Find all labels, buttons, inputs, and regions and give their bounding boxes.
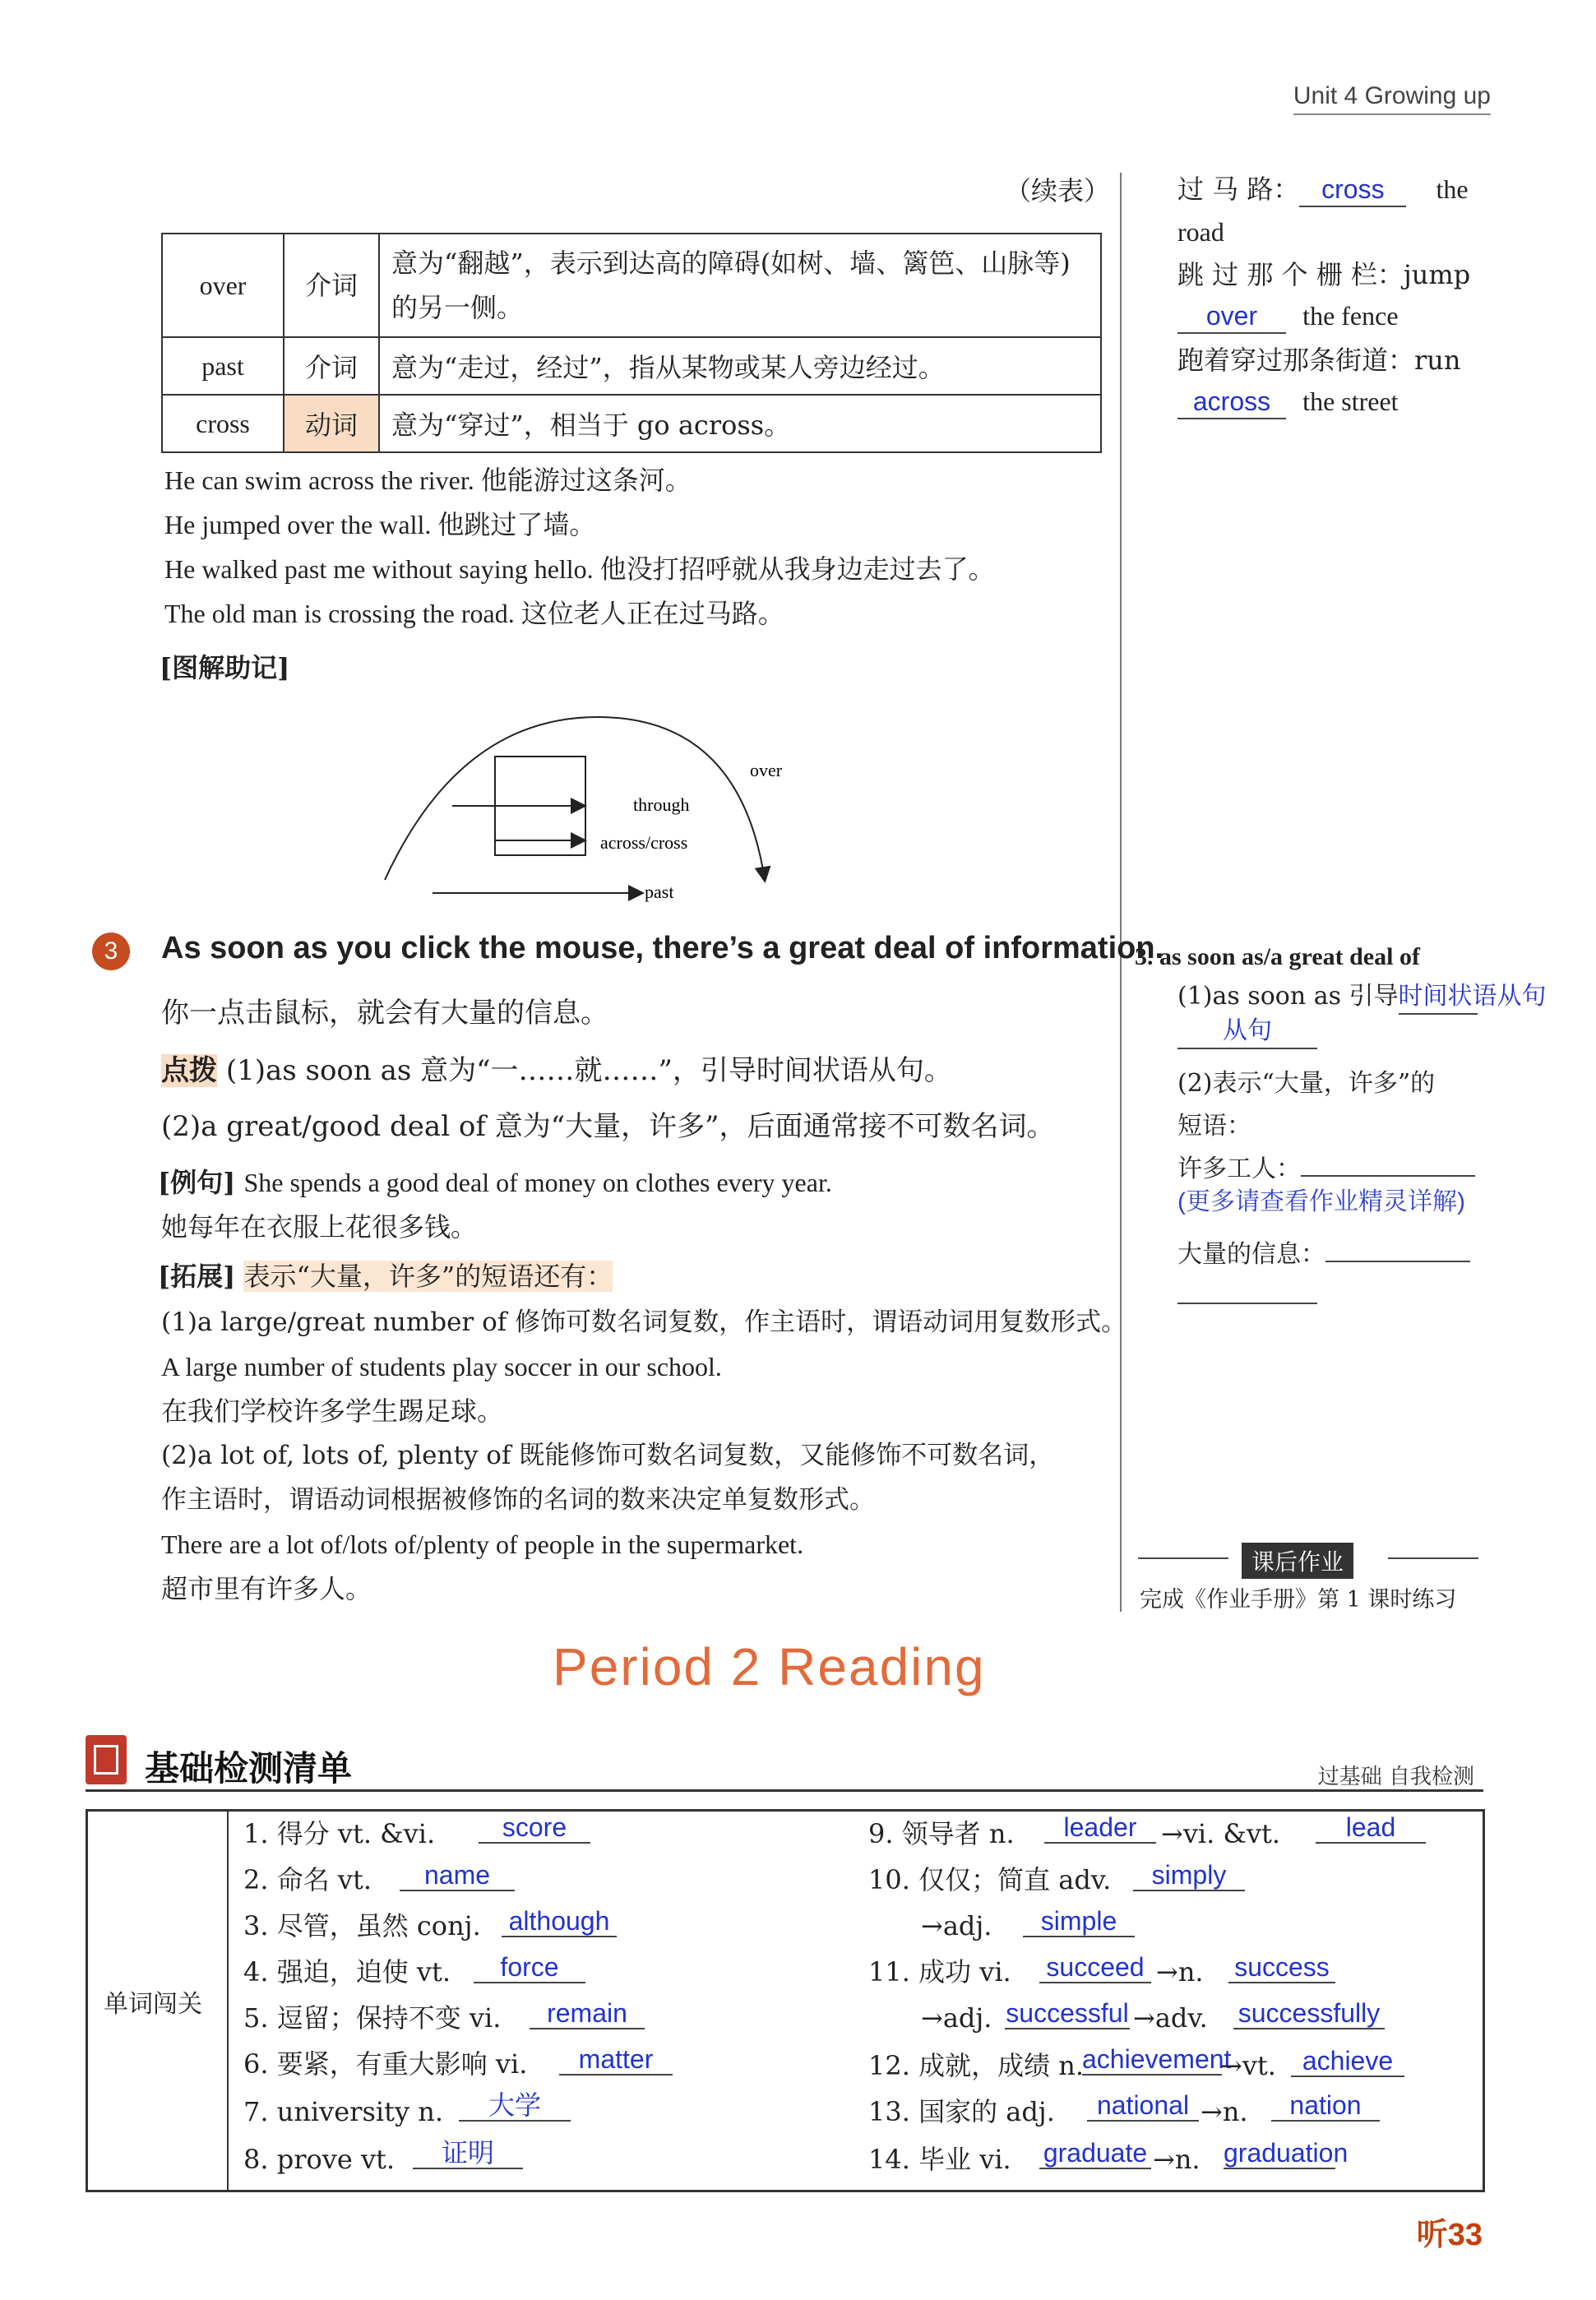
vocab-answer: although xyxy=(502,1906,617,1937)
table-cell-pos: 动词 xyxy=(284,395,379,452)
rc-line-cross xyxy=(1177,173,1469,207)
vocab-answer: success xyxy=(1228,1952,1335,1983)
section-number-badge: 3 xyxy=(92,932,130,970)
rc-label: 过 马 路： xyxy=(1177,174,1300,205)
extension-2b: 作主语时，谓语动词根据被修饰的名词的数来决定单复数形式。 xyxy=(161,1485,875,1515)
vocab-answer: nation xyxy=(1271,2090,1380,2122)
vocab-answer: successfully xyxy=(1233,1998,1385,2029)
rc3-q2a: (2)表示“大量，许多”的 xyxy=(1177,1069,1436,1098)
vocab-item: 4. 强迫，迫使 vt. xyxy=(243,1956,451,1988)
column-divider xyxy=(1120,173,1122,1612)
label-across: across/cross xyxy=(600,832,688,853)
rc-road: road xyxy=(1177,217,1224,247)
blank-q3[interactable] xyxy=(1301,1175,1475,1177)
vocab-label: 单词闯关 xyxy=(104,1990,202,2019)
answer-q1-cont: 从句 xyxy=(1177,1015,1317,1049)
unit-header: Unit 4 Growing up xyxy=(1293,82,1491,109)
table-cell-pos: 介词 xyxy=(284,337,379,395)
vocab-answer: succeed xyxy=(1039,1952,1151,1983)
rc3-q2b: 短语： xyxy=(1177,1112,1251,1141)
extension-1-en: A large number of students play soccer in our school. xyxy=(161,1352,722,1381)
label-over: over xyxy=(750,760,783,780)
label-past: past xyxy=(645,882,674,902)
tip-line-2: (2)a great/good deal of 意为“大量，许多”，后面通常接不可数名词。 xyxy=(161,1110,1055,1143)
extension-line xyxy=(158,1260,613,1293)
example-sentence: He jumped over the wall. 他跳过了墙。 xyxy=(164,510,596,539)
vocab-answer: 证明 xyxy=(413,2138,523,2169)
rc3-q4 xyxy=(1177,1238,1470,1271)
table-cell-word: over xyxy=(162,234,284,337)
vocab-item: →n. xyxy=(1200,2096,1248,2127)
rc3-q3-text: 许多工人： xyxy=(1177,1155,1301,1183)
vocab-item: →adj. xyxy=(921,2002,992,2034)
rc-line-jump: 跳 过 那 个 栅 栏：jump xyxy=(1177,259,1471,290)
table-cell-meaning: 意为“走过，经过”，指从某物或某人旁边经过。 xyxy=(379,337,1101,395)
extension-2-cn: 超市里有许多人。 xyxy=(161,1573,372,1604)
table-cell-word: cross xyxy=(162,395,284,452)
divider xyxy=(1138,1557,1228,1559)
vocab-item: 7. university n. xyxy=(243,2096,444,2127)
extension-head: 表示“大量，许多”的短语还有： xyxy=(243,1261,613,1292)
table-cell-meaning: 意为“翻越”，表示到达高的障碍(如树、墙、篱笆、山脉等)的另一侧。 xyxy=(379,234,1101,337)
extension-1: (1)a large/great number of 修饰可数名词复数，作主语时，谓语动词用复数形式。 xyxy=(161,1307,1127,1337)
checklist-title: 基础检测清单 xyxy=(145,1748,353,1789)
rc-line-run: 跑着穿过那条街道：run xyxy=(1177,345,1461,376)
example-line xyxy=(158,1166,832,1199)
vocab-answer: simply xyxy=(1133,1860,1245,1891)
answer-over: over xyxy=(1177,299,1286,334)
vocab-answer: name xyxy=(400,1860,515,1891)
vocab-item: →adj. xyxy=(921,1910,992,1941)
checklist-icon xyxy=(86,1735,127,1784)
table-cell-word: past xyxy=(162,337,284,395)
example-sentence: He can swim across the river. 他能游过这条河。 xyxy=(164,465,692,495)
blank-q4-cont[interactable] xyxy=(1177,1280,1317,1304)
preposition-diagram xyxy=(362,707,806,913)
rc3-q3 xyxy=(1177,1153,1475,1186)
vocab-answer: score xyxy=(479,1812,590,1844)
answer-cross: cross xyxy=(1299,173,1406,207)
vocab-answer: successful xyxy=(1006,1998,1129,2028)
rc-line-fence xyxy=(1177,299,1399,334)
table-continued-label: （续表） xyxy=(1005,175,1111,206)
table-row xyxy=(162,395,1101,452)
vocab-item: 6. 要紧，有重大影响 vi. xyxy=(243,2048,528,2080)
rc-tail: the street xyxy=(1302,386,1399,416)
section3-translation: 你一点击鼠标，就会有大量的信息。 xyxy=(161,997,608,1030)
rc-tail: the fence xyxy=(1302,301,1399,331)
rc-tail: the xyxy=(1436,174,1469,204)
homework-badge: 课后作业 xyxy=(1242,1543,1353,1579)
rc-line-street xyxy=(1177,385,1399,419)
section3-title: As soon as you click the mouse, there’s a great deal of information. xyxy=(161,931,1164,965)
vocab-item: →vt. xyxy=(1220,2050,1276,2081)
example-cn: 她每年在衣服上花很多钱。 xyxy=(161,1211,478,1243)
vocab-answer: simple xyxy=(1023,1906,1135,1937)
vocab-item: 10. 仅仅；简直 adv. xyxy=(868,1864,1112,1895)
vocab-divider xyxy=(227,1809,229,2192)
vocab-item: 1. 得分 vt. &vi. xyxy=(243,1818,436,1849)
vocab-answer: remain xyxy=(530,1998,645,2029)
rc3-q1 xyxy=(1177,980,1547,1015)
page-number: 听33 xyxy=(1416,2218,1483,2252)
example-sentence: He walked past me without saying hello. 他没打招呼就从我身边走过去了。 xyxy=(164,554,995,584)
tip-label: 点拨 xyxy=(161,1054,217,1087)
answer-across: across xyxy=(1177,385,1286,419)
vocab-item: 12. 成就，成绩 n. xyxy=(868,2050,1085,2081)
vocab-answer: matter xyxy=(559,2044,673,2076)
homework-text: 完成《作业手册》第 1 课时练习 xyxy=(1140,1587,1457,1613)
blank-q4[interactable] xyxy=(1325,1261,1470,1262)
vocab-item: 8. prove vt. xyxy=(243,2144,396,2175)
vocab-answer: 大学 xyxy=(459,2090,571,2122)
rc3-title: 3. as soon as/a great deal of xyxy=(1135,943,1420,970)
answer-q1: 时间状语从句 xyxy=(1399,980,1478,1015)
period-title: Period 2 Reading xyxy=(553,1637,986,1696)
table-cell-meaning: 意为“穿过”，相当于 go across。 xyxy=(379,395,1101,452)
checklist-bar xyxy=(86,1789,1483,1792)
example-en: She spends a good deal of money on clothes every year. xyxy=(243,1168,832,1197)
vocab-item: 11. 成功 vi. xyxy=(868,1956,1011,1988)
vocab-answer: national xyxy=(1087,2090,1199,2122)
vocab-answer: graduation xyxy=(1224,2138,1349,2168)
vocab-item: 2. 命名 vt. xyxy=(243,1864,372,1895)
vocab-answer: graduate xyxy=(1039,2138,1151,2169)
example-sentence: The old man is crossing the road. 这位老人正在过马路。 xyxy=(164,599,784,628)
vocab-item: 9. 领导者 n. xyxy=(868,1818,1015,1849)
vocab-item: →adv. xyxy=(1133,2002,1208,2034)
tip-text: (1)as soon as 意为“一……就……”，引导时间状语从句。 xyxy=(225,1054,952,1087)
extension-label: [拓展] xyxy=(158,1261,236,1292)
tip-line-1 xyxy=(161,1054,952,1087)
vocab-item: 3. 尽管，虽然 conj. xyxy=(243,1910,481,1941)
extension-2-en: There are a lot of/lots of/plenty of people in the supermarket. xyxy=(161,1529,804,1559)
vocab-item: →vi. &vt. xyxy=(1161,1818,1281,1849)
vocab-answer: leader xyxy=(1044,1812,1156,1844)
rc3-q1-line2 xyxy=(1177,1015,1317,1049)
diagram-heading: [图解助记] xyxy=(160,652,290,683)
vocab-item: →n. xyxy=(1153,2144,1200,2175)
vocab-answer: achieve xyxy=(1291,2046,1404,2077)
extension-2a: (2)a lot of, lots of, plenty of 既能修饰可数名词复数，又能修饰不可数名词， xyxy=(161,1441,1055,1470)
table-cell-pos: 介词 xyxy=(284,234,379,337)
table-row xyxy=(162,234,1101,337)
rc3-q4-text: 大量的信息： xyxy=(1177,1240,1325,1269)
checklist-subtitle: 过基础 自我检测 xyxy=(1317,1765,1474,1789)
vocab-item: 14. 毕业 vi. xyxy=(868,2144,1011,2175)
preposition-table xyxy=(161,233,1102,453)
vocab-answer: lead xyxy=(1316,1812,1426,1844)
extension-1-cn: 在我们学校许多学生踢足球。 xyxy=(161,1395,504,1427)
label-through: through xyxy=(633,794,690,815)
vocab-item: 5. 逗留；保持不变 vi. xyxy=(243,2002,502,2034)
vocab-answer: achievement xyxy=(1082,2044,1232,2074)
rc3-q1-text: (1)as soon as 引导 xyxy=(1177,982,1399,1011)
example-label: [例句] xyxy=(158,1167,236,1198)
vocab-item: →n. xyxy=(1156,1956,1204,1988)
table-row xyxy=(162,337,1101,395)
rc3-note: (更多请查看作业精灵详解) xyxy=(1177,1188,1465,1215)
divider xyxy=(1388,1557,1478,1559)
vocab-item: 13. 国家的 adj. xyxy=(868,2096,1055,2127)
vocab-answer: force xyxy=(474,1952,585,1983)
